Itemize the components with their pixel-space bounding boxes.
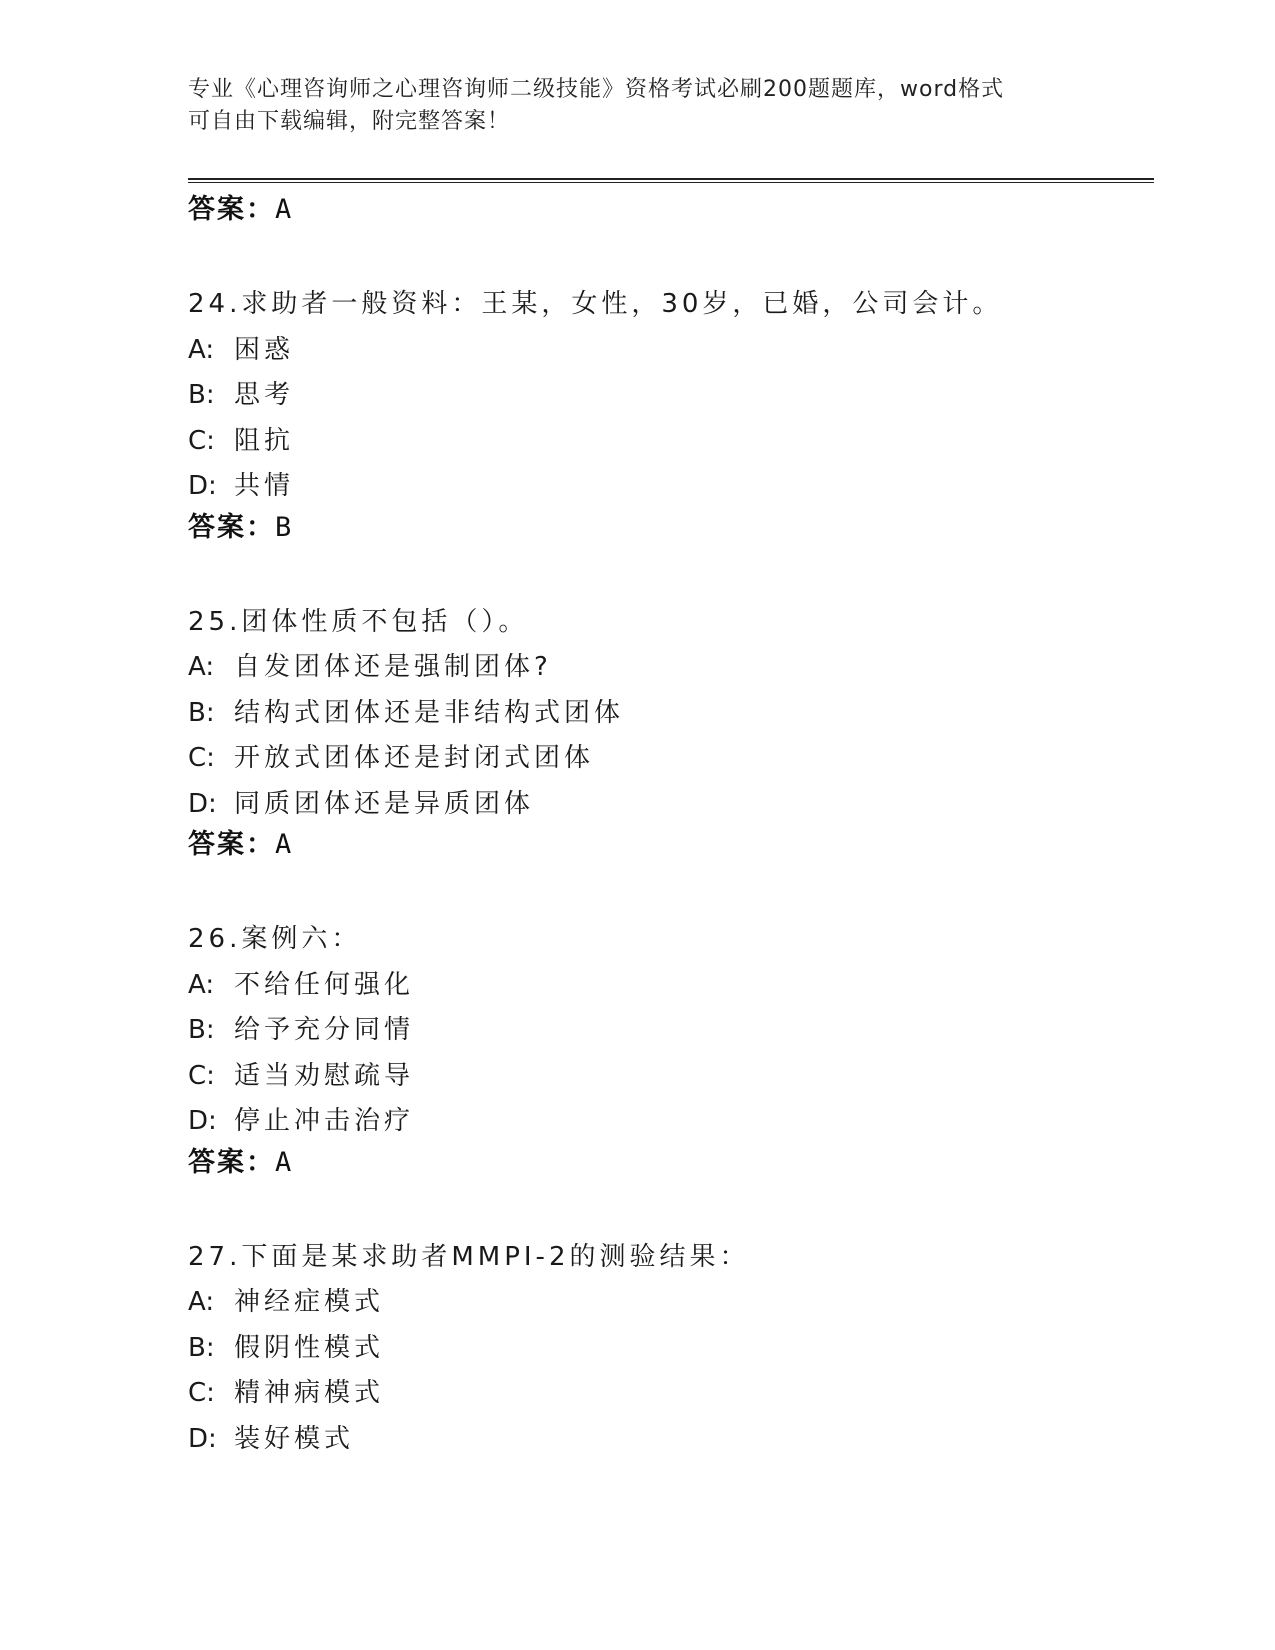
question-25 [188, 600, 1148, 864]
option-text: 开放式团体还是封闭式团体 [234, 743, 595, 773]
option-a [188, 645, 1148, 691]
option-text: 神经症模式 [234, 1287, 385, 1317]
answer-value: A [275, 829, 292, 860]
question-list [188, 192, 1148, 1462]
option-c [188, 1054, 1148, 1100]
option-letter: A: [188, 652, 215, 682]
question-text: 25.团体性质不包括（）。 [188, 606, 529, 637]
option-b [188, 1326, 1148, 1372]
answer-value: A [275, 194, 292, 225]
header-line-1: 专业《心理咨询师之心理咨询师二级技能》资格考试必刷200题题库，word格式 [188, 77, 1005, 102]
option-letter: B: [188, 1332, 215, 1363]
option-text: 给予充分同情 [234, 1015, 415, 1045]
option-letter: B: [188, 697, 215, 728]
option-text: 不给任何强化 [234, 969, 415, 1000]
option-text: 困惑 [234, 334, 295, 365]
answer [188, 1145, 1148, 1181]
question-26 [188, 917, 1148, 1181]
answer-label: 答案： [188, 511, 275, 543]
option-b [188, 373, 1148, 419]
option-text: 适当劝慰疏导 [234, 1060, 415, 1091]
option-text: 同质团体还是异质团体 [234, 788, 535, 819]
header-line-2: 可自由下载编辑，附完整答案！ [188, 109, 511, 134]
answer [188, 510, 1148, 546]
option-letter: D: [188, 788, 217, 819]
option-letter: D: [188, 471, 217, 501]
answer-value: A [275, 1146, 292, 1178]
option-a [188, 328, 1148, 374]
header-divider [188, 178, 1154, 183]
answer-label: 答案： [188, 194, 275, 225]
option-text: 共情 [234, 471, 295, 501]
option-c [188, 736, 1148, 782]
option-a [188, 963, 1148, 1009]
page-header [188, 74, 1088, 138]
option-letter: C: [188, 743, 215, 773]
option-c [188, 419, 1148, 465]
option-letter: A: [188, 969, 215, 1000]
option-text: 精神病模式 [234, 1378, 385, 1408]
option-d [188, 782, 1148, 828]
option-text: 自发团体还是强制团体? [234, 652, 552, 682]
option-letter: C: [188, 1378, 215, 1408]
option-d [188, 464, 1148, 510]
option-a [188, 1280, 1148, 1326]
previous-answer [188, 192, 1148, 228]
option-letter: B: [188, 1015, 215, 1045]
option-d [188, 1099, 1148, 1145]
option-letter: A: [188, 334, 215, 365]
question-27 [188, 1235, 1148, 1463]
option-text: 假阴性模式 [234, 1332, 385, 1363]
option-letter: D: [188, 1106, 217, 1136]
option-letter: C: [188, 425, 215, 456]
option-letter: A: [188, 1287, 215, 1317]
option-d [188, 1417, 1148, 1463]
option-b [188, 1008, 1148, 1054]
question-24 [188, 282, 1148, 546]
answer-label: 答案： [188, 829, 275, 860]
answer [188, 827, 1148, 863]
answer-label: 答案： [188, 1146, 275, 1178]
option-text: 结构式团体还是非结构式团体 [234, 697, 625, 728]
option-b [188, 691, 1148, 737]
option-text: 阻抗 [234, 425, 295, 456]
question-text: 26.案例六： [188, 924, 362, 954]
question-text: 24.求助者一般资料：王某，女性，30岁，已婚，公司会计。 [188, 289, 1003, 319]
option-letter: D: [188, 1423, 217, 1454]
option-letter: B: [188, 380, 215, 410]
option-letter: C: [188, 1060, 215, 1091]
option-text: 装好模式 [234, 1423, 355, 1454]
option-text: 思考 [234, 380, 295, 410]
question-text: 27.下面是某求助者MMPI-2的测验结果： [188, 1241, 750, 1272]
answer-value: B [275, 511, 292, 543]
option-text: 停止冲击治疗 [234, 1106, 415, 1136]
option-c [188, 1371, 1148, 1417]
